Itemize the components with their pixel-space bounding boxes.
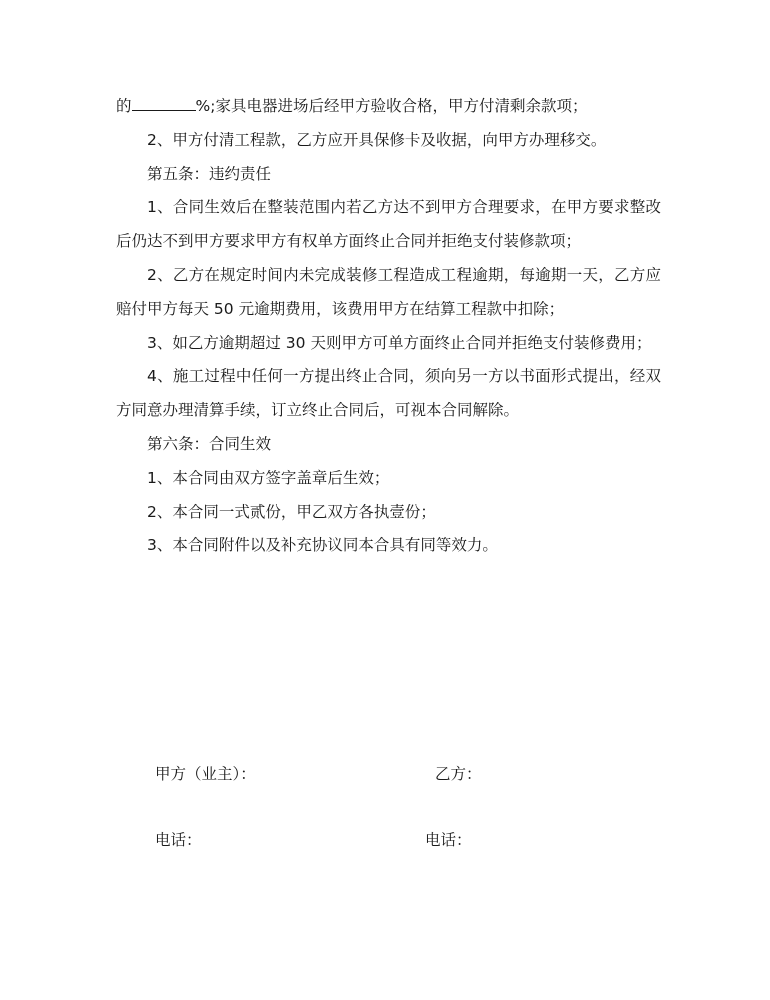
- article-6-item-1: 1、本合同由双方签字盖章后生效；: [147, 468, 390, 487]
- article-5-item-1: 1、合同生效后在整装范围内若乙方达不到甲方合理要求，在甲方要求整改后仍达不到甲方要求甲方有权单方面终止合同并拒绝支付装修款项；: [116, 198, 661, 251]
- phone-b-label: 电话：: [425, 831, 472, 849]
- phone-a-label: 电话：: [155, 831, 202, 849]
- article-5-item-3: 3、如乙方逾期超过 30 天则甲方可单方面终止合同并拒绝支付装修费用；: [147, 333, 652, 352]
- contract-body: [116, 90, 661, 563]
- percent-blank: [132, 92, 196, 111]
- clause-text-suffix: %;家具电器进场后经甲方验收合格，甲方付清剩余款项；: [195, 97, 588, 115]
- party-a-label: 甲方（业主）：: [155, 765, 256, 783]
- article-5-item-2: 2、乙方在规定时间内未完成装修工程造成工程逾期，每逾期一天，乙方应赔付甲方每天 50 元逾期费用，该费用甲方在结算工程款中扣除；: [116, 265, 661, 318]
- article-5-title: 第五条：违约责任: [147, 164, 272, 183]
- article-5-item-4: 4、施工过程中任何一方提出终止合同，须向另一方以书面形式提出，经双方同意办理清算手续，订立终止合同后，可视本合同解除。: [116, 367, 661, 420]
- handover-clause: 2、甲方付清工程款，乙方应开具保修卡及收据，向甲方办理移交。: [147, 130, 607, 149]
- payment-clause-tail: [116, 90, 661, 124]
- article-6-title: 第六条：合同生效: [147, 434, 272, 453]
- party-b-label: 乙方：: [435, 765, 482, 783]
- clause-text-prefix: 的: [116, 97, 132, 115]
- article-6-item-3: 3、本合同附件以及补充协议同本合具有同等效力。: [147, 536, 498, 555]
- article-6-item-2: 2、本合同一式贰份，甲乙双方各执壹份；: [147, 502, 436, 521]
